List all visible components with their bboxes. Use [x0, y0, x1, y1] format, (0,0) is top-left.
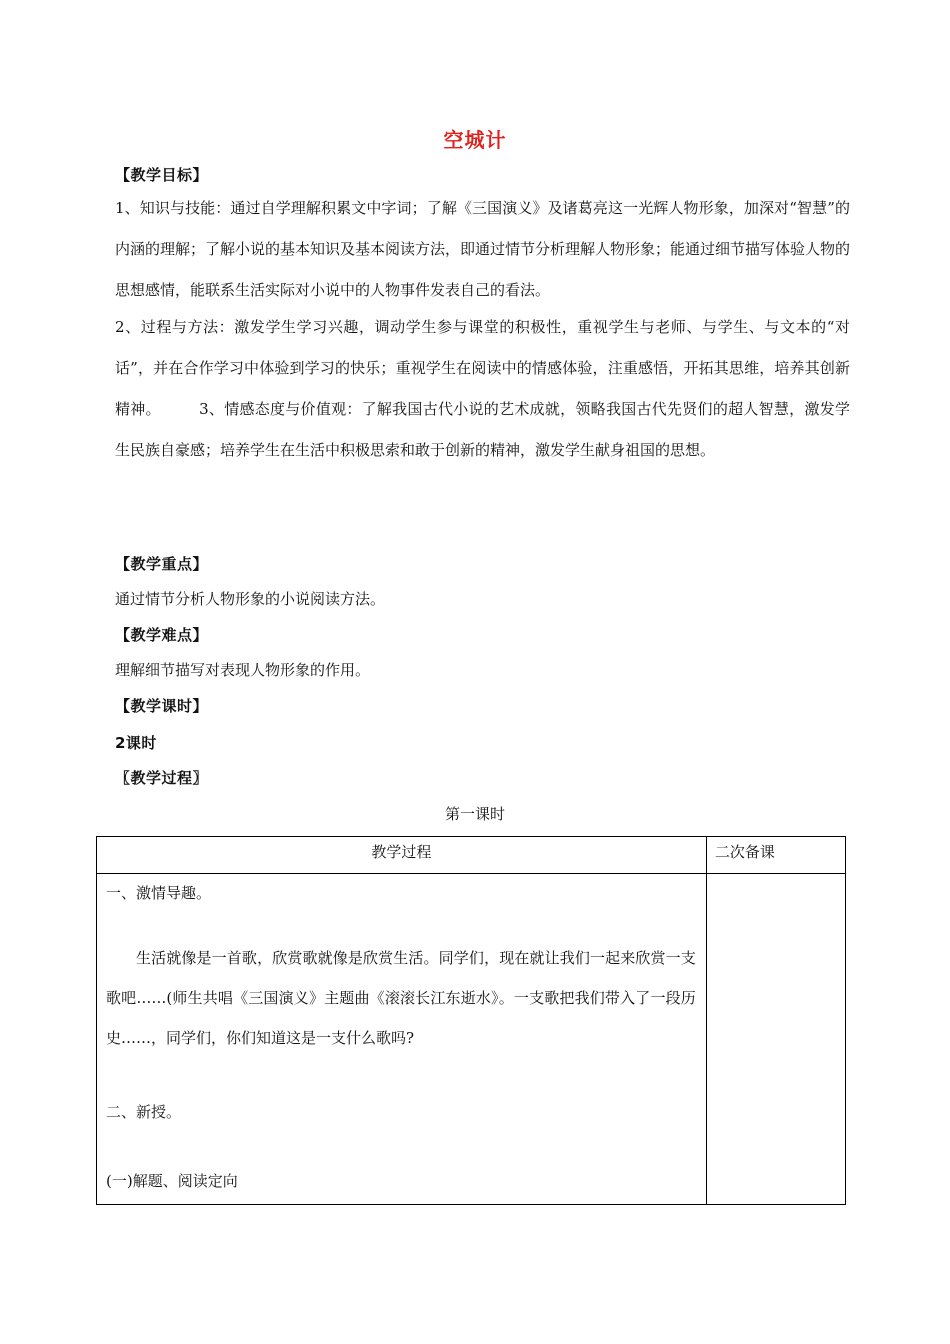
table-header-revision: 二次备课 [706, 837, 845, 874]
difficulties-text: 理解细节描写对表现人物形象的作用。 [115, 661, 371, 679]
table-header-process: 教学过程 [97, 837, 707, 874]
objectives-paragraph-2: 2、过程与方法：激发学生学习兴趣，调动学生参与课堂的积极性，重视学生与老师、与学生、与文本的“对话”，并在合作学习中体验到学习的快乐；重视学生在阅读中的情感体验，注重感悟，开拓其思维，培养其创新精神。 3、情感态度与价值观：了解我国古代小说的艺术成就，领略我国古代先贤们的超人智慧，激发学生民族自豪感；培养学生在生活中积极思索和敢于创新的精神，激发学生献身祖国的思想。 [115, 318, 850, 459]
class-hours-text: 2课时 [115, 734, 157, 752]
difficulties-heading: 【教学难点】 [115, 626, 209, 644]
document-title: 空城计 [443, 128, 507, 152]
process-heading: 〖教学过程〗 [115, 769, 209, 787]
key-points-text: 通过情节分析人物形象的小说阅读方法。 [115, 590, 386, 608]
process-content-cell [97, 874, 707, 1205]
revision-notes-cell [706, 874, 845, 1205]
lesson-title: 第一课时 [444, 805, 505, 823]
objectives-heading: 【教学目标】 [115, 166, 209, 184]
section-1-heading: 一、激情导趣。 [106, 884, 212, 902]
key-points-heading: 【教学重点】 [115, 555, 209, 573]
objectives-paragraph-1: 1、知识与技能：通过自学理解积累文中字词；了解《三国演义》及诸葛亮这一光辉人物形象，加深对“智慧”的内涵的理解；了解小说的基本知识及基本阅读方法，即通过情节分析理解人物形象；能通过细节描写体验人物的思想感情，能联系生活实际对小说中的人物事件发表自己的看法。 [115, 199, 851, 299]
class-hours-heading: 【教学课时】 [115, 697, 209, 715]
subsection-1-heading: (一)解题、阅读定向 [106, 1172, 238, 1190]
section-1-text: 生活就像是一首歌，欣赏歌就像是欣赏生活。同学们，现在就让我们一起来欣赏一支歌吧……(师生共唱《三国演义》主题曲《滚滚长江东逝水》。一支歌把我们带入了一段历史……，同学们，你们知道这是一支什么歌吗? [106, 949, 696, 1047]
section-2-heading: 二、新授。 [106, 1103, 182, 1121]
lesson-plan-table [96, 836, 846, 1205]
